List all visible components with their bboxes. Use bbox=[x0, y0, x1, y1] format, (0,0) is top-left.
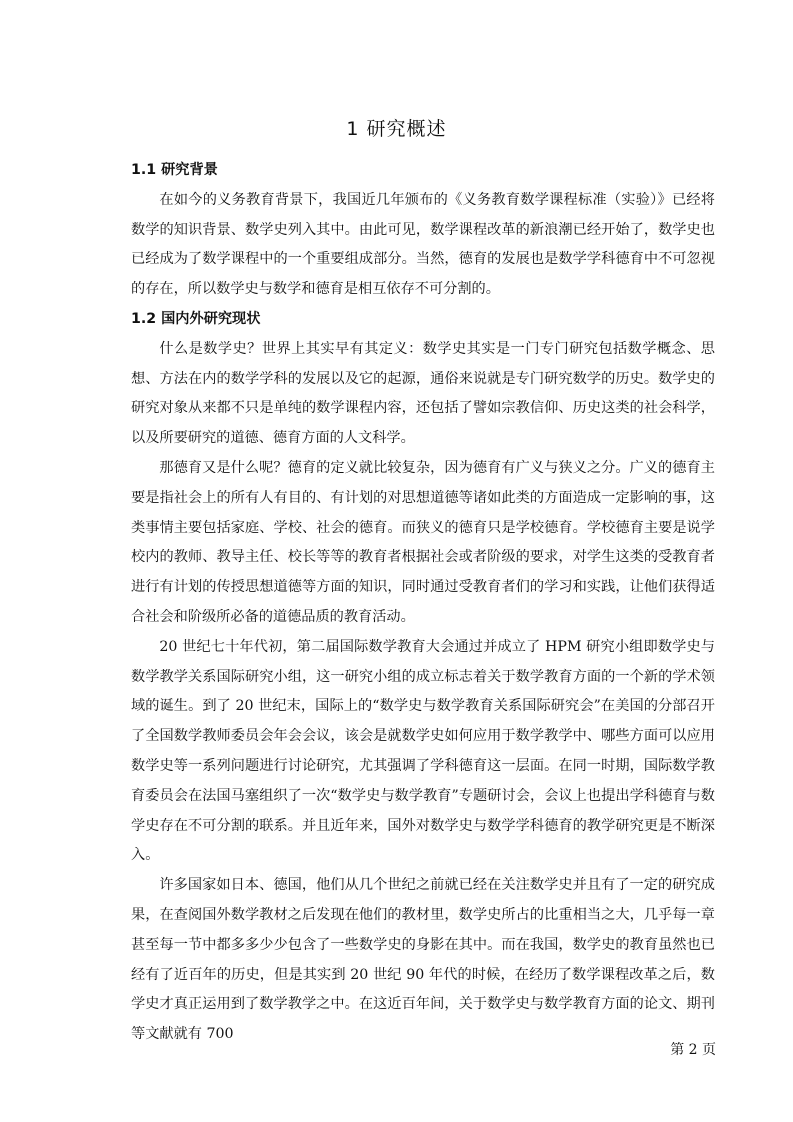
paragraph: 那德育又是什么呢？德育的定义就比较复杂，因为德育有广义与狭义之分。广义的德育主要是指社会上的所有人有目的、有计划的对思想道德等诸如此类的方面造成一定影响的事，这类事情主要包括家庭、学校、社会的德育。而狭义的德育只是学校德育。学校德育主要是说学校内的教师、教导主任、校长等等的教育者根据社会或者阶级的要求，对学生这类的受教育者进行有计划的传授思想道德等方面的知识，同时通过受教育者们的学习和实践，让他们获得适合社会和阶级所必备的道德品质的教育活动。 bbox=[131, 459, 715, 625]
paragraph: 什么是数学史？世界上其实早有其定义：数学史其实是一门专门研究包括数学概念、思想、方法在内的数学学科的发展以及它的起源，通俗来说就是专门研究数学的历史。数学史的研究对象从来都不只是单纯的数学课程内容，还包括了譬如宗教信仰、历史这类的社会科学，以及所要研究的道德、德育方面的人文科学。 bbox=[131, 340, 715, 447]
section-heading-background: 1.1 研究背景 bbox=[131, 162, 218, 178]
paragraph: 许多国家如日本、德国，他们从几个世纪之前就已经在关注数学史并且有了一定的研究成果，在查阅国外数学教材之后发现在他们的教材里，数学史所占的比重相当之大，几乎每一章甚至每一节中都多多少少包含了一些数学史的身影在其中。而在我国，数学史的教育虽然也已经有了近百年的历史，但是其实到 20 世纪 90 年代的时候，在经历了数学课程改革之后，数学史才真正运用到了数学教学之中。在这近百年间，关于数学史与数学教育方面的论文、期刊等文献就有 700 bbox=[131, 877, 715, 1043]
section-heading-research-status: 1.2 国内外研究现状 bbox=[131, 310, 261, 327]
paragraph: 在如今的义务教育背景下，我国近几年颁布的《义务教育数学课程标准（实验）》已经将数学的知识背景、数学史列入其中。由此可见，数学课程改革的新浪潮已经开始了，数学史也已经成为了数学课程中的一个重要组成部分。当然，德育的发展也是数学学科德育中不可忽视的存在，所以数学史与数学和德育是相互依存不可分割的。 bbox=[131, 191, 715, 298]
paragraph: 20 世纪七十年代初，第二届国际数学教育大会通过并成立了 HPM 研究小组即数学史与数学教学关系国际研究小组，这一研究小组的成立标志着关于数学教育方面的一个新的学术领域的诞生。到了 20 世纪末，国际上的“数学史与数学教育关系国际研究会”在美国的分部召开了全国数学教师委员会年会会议，该会是就数学史如何应用于数学教学中、哪些方面可以应用数学史等一系列问题进行讨论研究，尤其强调了学科德育这一层面。在同一时期，国际数学教育委员会在法国马塞组织了一次“数学史与数学教育”专题研讨会，会议上也提出学科德育与数学史存在不可分割的联系。并且近年来，国外对数学史与数学学科德育的教学研究更是不断深入。 bbox=[131, 638, 715, 864]
page-number: 第 2 页 bbox=[670, 1042, 716, 1058]
page-body bbox=[131, 156, 715, 1050]
chapter-title: 1 研究概述 bbox=[346, 117, 447, 140]
